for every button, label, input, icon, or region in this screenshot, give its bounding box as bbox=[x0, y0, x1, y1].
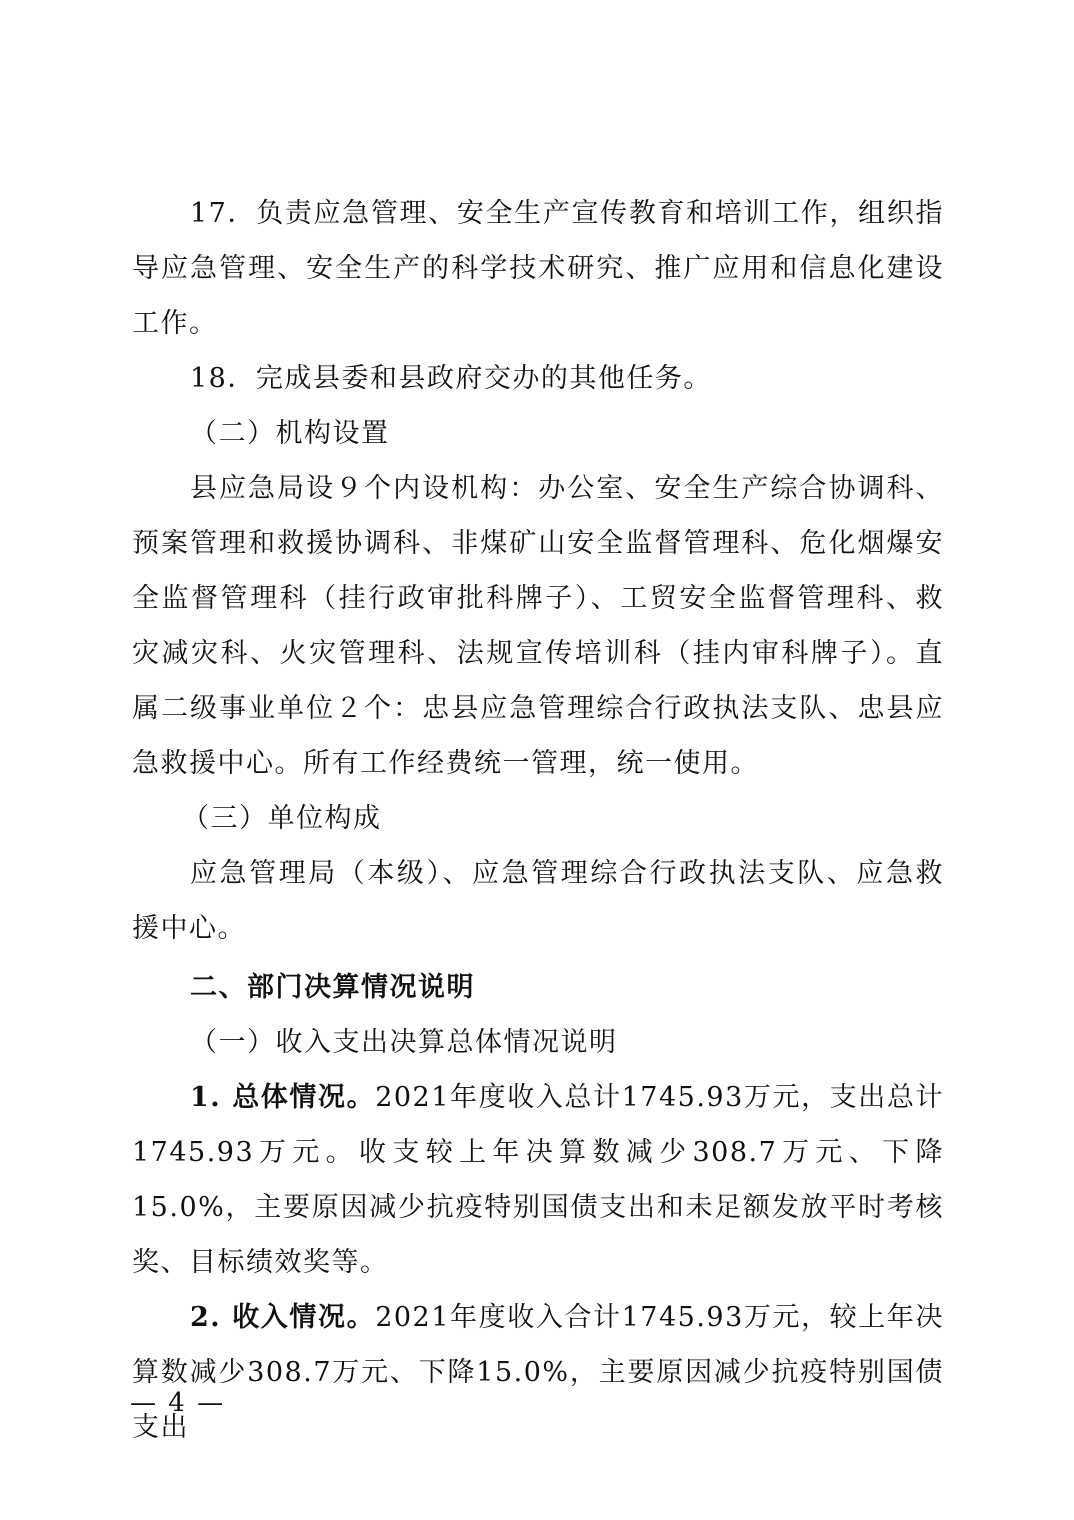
item-income-lead: 2. 收入情况。 bbox=[190, 1302, 376, 1333]
part-heading-final-accounts: 二、部门决算情况说明 bbox=[190, 972, 475, 1003]
paragraph-item-17: 17．负责应急管理、安全生产宣传教育和培训工作，组织指导应急管理、安全生产的科学技术研究、推广应用和信息化建设工作。 bbox=[132, 198, 944, 339]
paragraph-item-18: 18．完成县委和县政府交办的其他任务。 bbox=[190, 363, 712, 394]
item-income-situation bbox=[132, 1290, 944, 1455]
section-body-organization: 县应急局设９个内设机构：办公室、安全生产综合协调科、预案管理和救援协调科、非煤矿山安全监督管理科、危化烟爆安全监督管理科（挂行政审批科牌子）、工贸安全监督管理科、救灾减灾科、火灾管理科、法规宣传培训科（挂内审科牌子）。直属二级事业单位２个：忠县应急管理综合行政执法支队、忠县应急救援中心。所有工作经费统一管理，统一使用。 bbox=[132, 473, 944, 779]
document-body bbox=[132, 186, 944, 1455]
item-income-body: 2021年度收入合计1745.93万元，较上年决算数减少308.7万元、下降15.0%，主要原因减少抗疫特别国债支出 bbox=[132, 1302, 944, 1443]
sub-heading-income-expenditure: （一）收入支出决算总体情况说明 bbox=[190, 1027, 618, 1058]
item-overall-lead: 1. 总体情况。 bbox=[190, 1082, 376, 1113]
section-heading-organization: （二）机构设置 bbox=[190, 418, 390, 449]
section-heading-units: （三）单位构成 bbox=[182, 803, 382, 834]
page-number: — 4 — bbox=[130, 1388, 226, 1418]
item-overall-situation bbox=[132, 1070, 944, 1290]
section-body-units: 应急管理局（本级）、应急管理综合行政执法支队、应急救援中心。 bbox=[132, 858, 944, 944]
item-overall-body: 2021年度收入总计1745.93万元，支出总计1745.93万元。收支较上年决算数减少308.7万元、下降15.0%，主要原因减少抗疫特别国债支出和未足额发放平时考核奖、目标绩效奖等。 bbox=[132, 1082, 944, 1278]
